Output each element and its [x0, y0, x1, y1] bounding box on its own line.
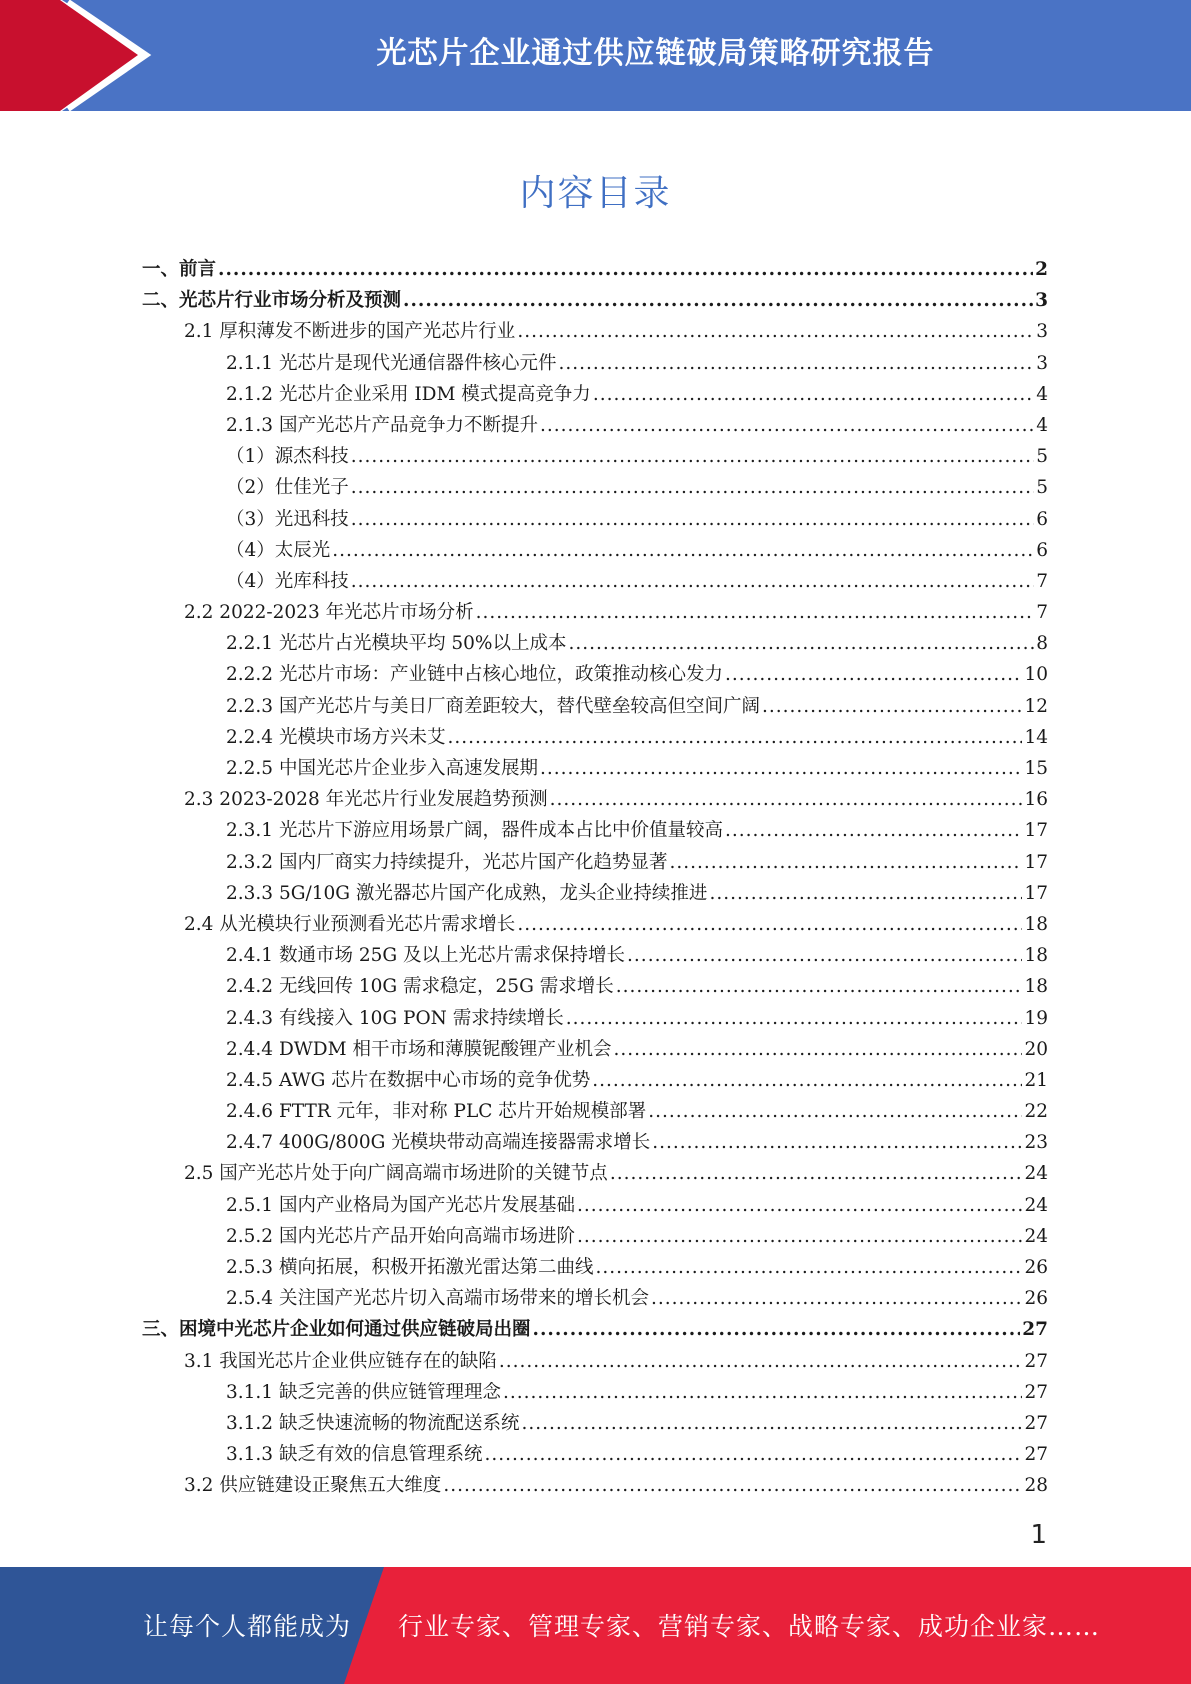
footer-slogan-left: 让每个人都能成为 [143, 1612, 352, 1641]
toc-entry-label: 2.5.2 国内光芯片产品开始向高端市场进阶 [226, 1225, 575, 1247]
toc-dot-leader [577, 1221, 1022, 1252]
toc-entry-label: 2.4.7 400G/800G 光模块带动高端连接器需求增长 [226, 1132, 651, 1154]
toc-entry-page: 24 [1024, 1163, 1048, 1185]
toc-entry-page: 5 [1036, 477, 1048, 499]
toc-dot-leader [651, 1283, 1022, 1314]
toc-entry-label: 2.5.4 关注国产光芯片切入高端市场带来的增长机会 [226, 1288, 649, 1310]
toc-dot-leader [540, 410, 1034, 441]
footer-slogan-right: 行业专家、管理专家、营销专家、战略专家、成功企业家…… [398, 1612, 1101, 1641]
toc-entry-page: 15 [1024, 758, 1048, 779]
toc-entry-page: 12 [1024, 695, 1048, 717]
toc-entry-page: 17 [1024, 851, 1048, 873]
toc-entry-page: 14 [1024, 726, 1048, 748]
toc-entry-label: 2.5 国产光芯片处于向广阔高端市场进阶的关键节点 [184, 1163, 608, 1185]
toc-entry[interactable] [142, 940, 1048, 971]
toc-entry[interactable] [142, 1034, 1048, 1065]
toc-entry-label: （4）太辰光 [226, 539, 331, 561]
toc-entry[interactable] [142, 441, 1048, 472]
toc-dot-leader [351, 472, 1034, 503]
toc-entry-page: 27 [1024, 1381, 1048, 1403]
toc-entry[interactable] [142, 847, 1048, 878]
toc-entry[interactable] [142, 504, 1048, 535]
toc-entry-page: 18 [1024, 913, 1048, 935]
toc-dot-leader [533, 1314, 1021, 1345]
toc-entry-page: 27 [1024, 1444, 1048, 1466]
toc-entry-page: 19 [1024, 1007, 1048, 1029]
toc-entry-label: 2.2.1 光芯片占光模块平均 50%以上成本 [226, 633, 567, 655]
toc-entry-page: 10 [1024, 664, 1048, 686]
toc-dot-leader [593, 379, 1034, 410]
toc-entry[interactable] [142, 566, 1048, 597]
toc-dot-leader [403, 285, 1033, 316]
toc-entry-label: 2.4.4 DWDM 相干市场和薄膜铌酸锂产业机会 [226, 1038, 612, 1060]
toc-dot-leader [332, 535, 1034, 566]
toc-dot-leader [577, 1190, 1022, 1221]
toc-entry-label: 2.2.4 光模块市场方兴未艾 [226, 726, 446, 748]
toc-entry-label: 二、光芯片行业市场分析及预测 [142, 290, 402, 312]
toc-entry-page: 3 [1036, 352, 1048, 374]
toc-entry[interactable] [142, 348, 1048, 379]
toc-entry-page: 26 [1024, 1288, 1048, 1310]
toc-entry[interactable] [142, 410, 1048, 441]
toc-entry-page: 2 [1035, 259, 1048, 280]
toc-entry[interactable] [142, 691, 1048, 722]
toc-entry-page: 4 [1036, 414, 1048, 436]
toc-entry-label: 3.1 我国光芯片企业供应链存在的缺陷 [184, 1350, 497, 1372]
toc-entry-label: 三、困境中光芯片企业如何通过供应链破局出圈 [142, 1319, 531, 1341]
toc-entry[interactable] [142, 285, 1048, 316]
toc-entry-label: 2.4.6 FTTR 元年，非对称 PLC 芯片开始规模部署 [226, 1101, 647, 1123]
toc-dot-leader [616, 971, 1023, 1002]
toc-entry-page: 28 [1024, 1475, 1048, 1497]
toc-entry[interactable] [142, 1408, 1048, 1439]
toc-entry[interactable] [142, 722, 1048, 753]
toc-dot-leader [558, 348, 1034, 379]
toc-entry-label: 3.1.1 缺乏完善的供应链管理理念 [226, 1381, 501, 1403]
toc-entry-label: 2.1 厚积薄发不断进步的国产光芯片行业 [184, 321, 516, 343]
toc-entry-label: 3.2 供应链建设正聚焦五大维度 [184, 1475, 442, 1497]
toc-entry-page: 17 [1024, 820, 1048, 842]
toc-dot-leader [613, 1034, 1022, 1065]
toc-dot-leader [521, 1408, 1022, 1439]
toc-dot-leader [762, 691, 1022, 722]
toc-entry-page: 27 [1024, 1412, 1048, 1434]
toc-entry[interactable] [142, 1158, 1048, 1189]
toc-entry[interactable] [142, 878, 1048, 909]
toc-dot-leader [550, 784, 1023, 815]
toc-dot-leader [709, 878, 1022, 909]
toc-entry[interactable] [142, 815, 1048, 846]
toc-entry-page: 21 [1024, 1069, 1048, 1091]
toc-entry[interactable] [142, 1065, 1048, 1096]
toc-entry[interactable] [142, 1252, 1048, 1283]
toc-dot-leader [499, 1346, 1023, 1377]
toc-dot-leader [652, 1127, 1022, 1158]
toc-entry-page: 6 [1036, 508, 1048, 530]
toc-dot-leader [669, 847, 1022, 878]
toc-entry-label: 2.2.2 光芯片市场：产业链中占核心地位，政策推动核心发力 [226, 664, 723, 686]
toc-entry[interactable] [142, 1346, 1048, 1377]
toc-entry-label: 3.1.3 缺乏有效的信息管理系统 [226, 1444, 483, 1466]
toc-dot-leader [503, 1377, 1022, 1408]
toc-entry-label: （2）仕佳光子 [226, 477, 349, 499]
toc-entry[interactable] [142, 1470, 1048, 1501]
toc-entry[interactable] [142, 1221, 1048, 1252]
toc-entry-label: 2.4.3 有线接入 10G PON 需求持续增长 [226, 1007, 564, 1029]
toc-dot-leader [351, 566, 1034, 597]
toc-entry-page: 3 [1036, 321, 1048, 343]
toc-entry-page: 20 [1024, 1038, 1048, 1060]
toc-entry-page: 17 [1024, 882, 1048, 904]
toc-entry-page: 16 [1024, 789, 1048, 811]
toc-entry-page: 22 [1024, 1101, 1048, 1123]
toc-entry-page: 8 [1036, 633, 1048, 655]
toc-dot-leader [351, 441, 1034, 472]
toc-entry-page: 26 [1024, 1257, 1048, 1278]
toc-entry-page: 27 [1022, 1319, 1048, 1341]
toc-entry-page: 18 [1024, 945, 1048, 967]
toc-entry[interactable] [142, 753, 1048, 784]
toc-entry[interactable] [142, 971, 1048, 1002]
toc-entry-label: 2.3.1 光芯片下游应用场景广阔，器件成本占比中价值量较高 [226, 820, 723, 842]
toc-dot-leader [476, 597, 1035, 628]
toc-entry-label: （3）光迅科技 [226, 508, 349, 530]
toc-entry-label: 2.4.1 数通市场 25G 及以上光芯片需求保持增长 [226, 945, 626, 967]
toc-entry-page: 4 [1036, 383, 1048, 405]
toc-entry-page: 5 [1036, 446, 1048, 468]
toc-dot-leader [592, 1065, 1022, 1096]
toc-entry[interactable] [142, 909, 1048, 940]
toc-entry-page: 24 [1024, 1225, 1048, 1247]
toc-entry[interactable] [142, 1377, 1048, 1408]
toc-entry[interactable] [142, 597, 1048, 628]
toc-entry[interactable] [142, 1003, 1048, 1034]
toc-entry-page: 6 [1036, 539, 1048, 561]
toc-entry-label: 2.2.3 国产光芯片与美日厂商差距较大，替代壁垒较高但空间广阔 [226, 695, 760, 717]
toc-entry[interactable] [142, 784, 1048, 815]
toc-entry-page: 7 [1036, 602, 1048, 624]
toc-entry-label: 2.5.3 横向拓展，积极开拓激光雷达第二曲线 [226, 1257, 594, 1278]
toc-entry-page: 23 [1024, 1132, 1048, 1154]
toc-entry-label: （4）光库科技 [226, 570, 349, 592]
toc-entry-page: 3 [1035, 290, 1048, 312]
toc-entry-label: 2.4 从光模块行业预测看光芯片需求增长 [184, 913, 516, 935]
toc-entry-page: 18 [1024, 976, 1048, 998]
toc-dot-leader [218, 254, 1033, 285]
page-header [0, 0, 1191, 111]
page-footer [0, 1567, 1191, 1684]
toc-dot-leader [566, 1003, 1023, 1034]
toc-entry[interactable] [142, 535, 1048, 566]
toc-entry-label: 2.3.2 国内厂商实力持续提升，光芯片国产化趋势显著 [226, 851, 668, 873]
toc-entry[interactable] [142, 316, 1048, 347]
toc-dot-leader [540, 753, 1022, 784]
toc-entry[interactable] [142, 1127, 1048, 1158]
toc-entry-label: 2.2.5 中国光芯片企业步入高速发展期 [226, 758, 538, 779]
toc-entry-page: 24 [1024, 1194, 1048, 1216]
report-title: 光芯片企业通过供应链破局策略研究报告 [376, 36, 935, 71]
toc-entry[interactable] [142, 1283, 1048, 1314]
toc-entry[interactable] [142, 254, 1048, 285]
toc-entry-label: 2.3.3 5G/10G 激光器芯片国产化成熟，龙头企业持续推进 [226, 882, 708, 904]
toc-entry[interactable] [142, 1096, 1048, 1127]
toc-entry-label: 2.4.5 AWG 芯片在数据中心市场的竞争优势 [226, 1069, 591, 1091]
toc-entry-label: 2.3 2023-2028 年光芯片行业发展趋势预测 [184, 789, 548, 811]
toc-entry-page: 7 [1036, 570, 1048, 592]
table-of-contents [142, 254, 1048, 1502]
toc-entry[interactable] [142, 659, 1048, 690]
toc-dot-leader [595, 1252, 1022, 1283]
toc-dot-leader [648, 1096, 1022, 1127]
toc-entry-label: 2.1.1 光芯片是现代光通信器件核心元件 [226, 352, 557, 374]
toc-entry-label: 3.1.2 缺乏快速流畅的物流配送系统 [226, 1412, 520, 1434]
toc-entry-label: （1）源杰科技 [226, 446, 349, 468]
toc-entry-label: 一、前言 [142, 259, 217, 280]
toc-dot-leader [568, 628, 1034, 659]
toc-entry[interactable] [142, 628, 1048, 659]
toc-entry[interactable] [142, 379, 1048, 410]
toc-heading: 内容目录 [519, 173, 672, 214]
toc-dot-leader [627, 940, 1022, 971]
toc-dot-leader [351, 504, 1034, 535]
toc-dot-leader [517, 316, 1034, 347]
toc-dot-leader [725, 815, 1022, 846]
toc-entry[interactable] [142, 1314, 1048, 1345]
toc-entry-label: 2.2 2022-2023 年光芯片市场分析 [184, 602, 474, 624]
toc-entry-label: 2.5.1 国内产业格局为国产光芯片发展基础 [226, 1194, 575, 1216]
toc-entry-label: 2.4.2 无线回传 10G 需求稳定，25G 需求增长 [226, 976, 614, 998]
toc-entry[interactable] [142, 1439, 1048, 1470]
toc-entry-label: 2.1.3 国产光芯片产品竞争力不断提升 [226, 414, 538, 436]
toc-dot-leader [725, 659, 1022, 690]
toc-entry-page: 27 [1024, 1350, 1048, 1372]
toc-entry[interactable] [142, 472, 1048, 503]
toc-dot-leader [484, 1439, 1022, 1470]
toc-dot-leader [443, 1470, 1022, 1501]
page-number: 1 [1030, 1520, 1047, 1550]
toc-dot-leader [610, 1158, 1023, 1189]
toc-entry-label: 2.1.2 光芯片企业采用 IDM 模式提高竞争力 [226, 383, 591, 405]
toc-entry[interactable] [142, 1190, 1048, 1221]
toc-dot-leader [447, 722, 1022, 753]
toc-dot-leader [517, 909, 1022, 940]
